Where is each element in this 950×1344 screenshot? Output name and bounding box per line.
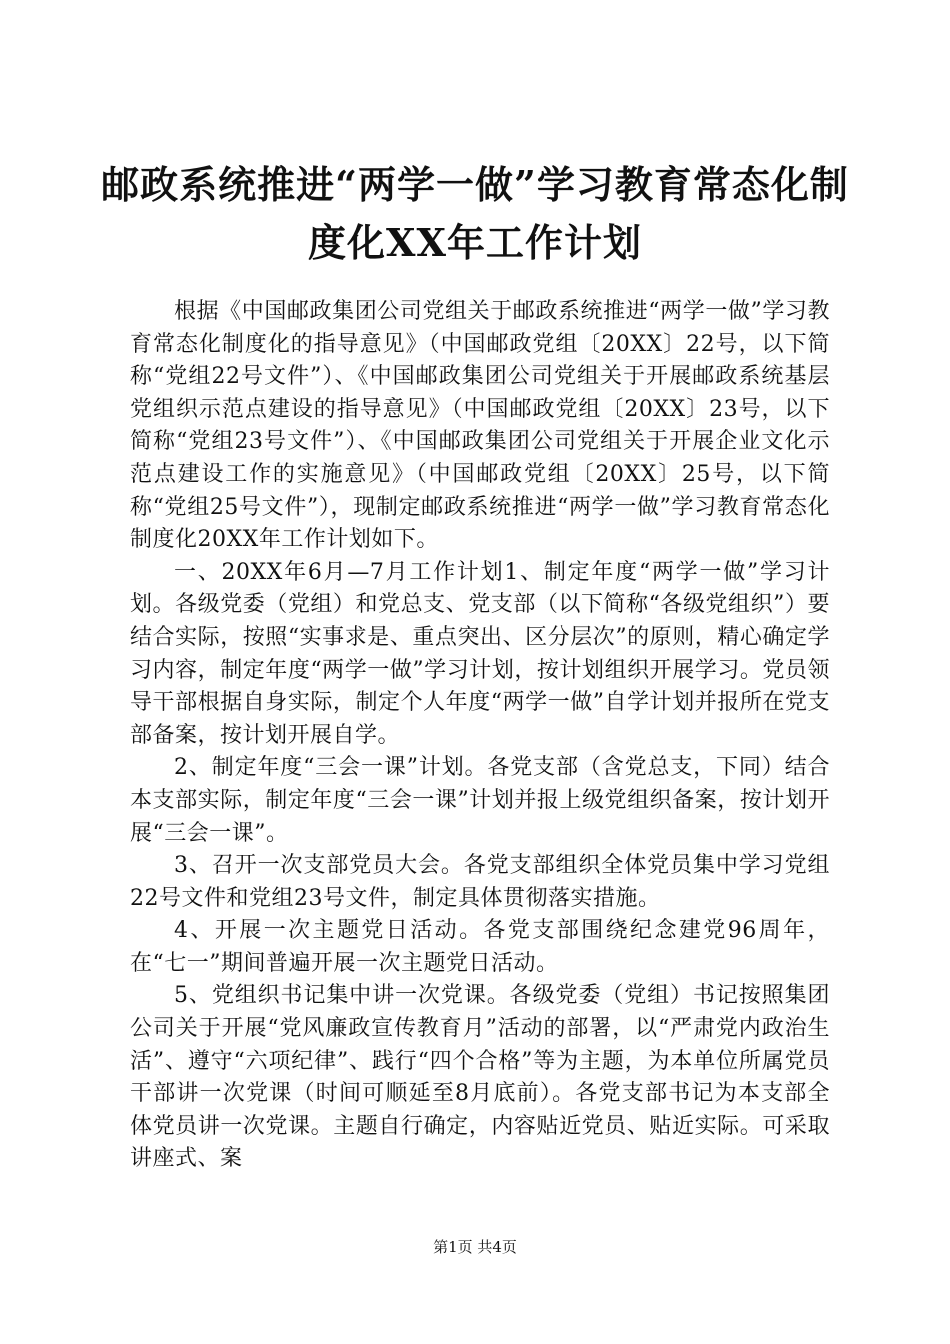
- paragraph-item-2: 2、制定年度“三会一课”计划。各党支部（含党总支，下同）结合本支部实际，制定年度“三会一课”计划并报上级党组织备案，按计划开展“三会一课”。: [130, 755, 830, 846]
- page-footer: 第1页 共4页: [433, 1238, 517, 1256]
- paragraph-item-5: 5、党组织书记集中讲一次党课。各级党委（党组）书记按照集团公司关于开展“党风廉政宣传教育月”活动的部署，以“严肃党内政治生活”、遵守“六项纪律”、践行“四个合格”等为主题，为本单位所属党员干部讲一次党课（时间可顺延至8月底前）。各党支部书记为本支部全体党员讲一次党课。主题自行确定，内容贴近党员、贴近实际。可采取讲座式、案: [130, 983, 830, 1172]
- paragraph-item-3: 3、召开一次支部党员大会。各党支部组织全体党员集中学习党组22号文件和党组23号文件，制定具体贯彻落实措施。: [130, 853, 830, 911]
- paragraph-section-1: 一、20XX年6月—7月工作计划1、制定年度“两学一做”学习计划。各级党委（党组）和党总支、党支部（以下简称“各级党组织”）要结合实际，按照“实事求是、重点突出、区分层次”的原则，精心确定学习内容，制定年度“两学一做”学习计划，按计划组织开展学习。党员领导干部根据自身实际，制定个人年度“两学一做”自学计划并报所在党支部备案，按计划开展自学。: [130, 559, 830, 748]
- document-title-line-2: 度化XX年工作计划: [308, 220, 642, 265]
- document-body: [130, 296, 830, 1176]
- paragraph-intro: 根据《中国邮政集团公司党组关于邮政系统推进“两学一做”学习教育常态化制度化的指导意见》（中国邮政党组〔20XX〕22号，以下简称“党组22号文件”）、《中国邮政集团公司党组关于开展邮政系统基层党组织示范点建设的指导意见》（中国邮政党组〔20XX〕23号，以下简称“党组23号文件”）、《中国邮政集团公司党组关于开展企业文化示范点建设工作的实施意见》（中国邮政党组〔20XX〕25号，以下简称“党组25号文件”），现制定邮政系统推进“两学一做”学习教育常态化制度化20XX年工作计划如下。: [130, 299, 830, 553]
- document-title-line-1: 邮政系统推进“两学一做”学习教育常态化制: [101, 162, 849, 207]
- paragraph-item-4: 4、开展一次主题党日活动。各党支部围绕纪念建党96周年，在“七一”期间普遍开展一次主题党日活动。: [130, 918, 830, 976]
